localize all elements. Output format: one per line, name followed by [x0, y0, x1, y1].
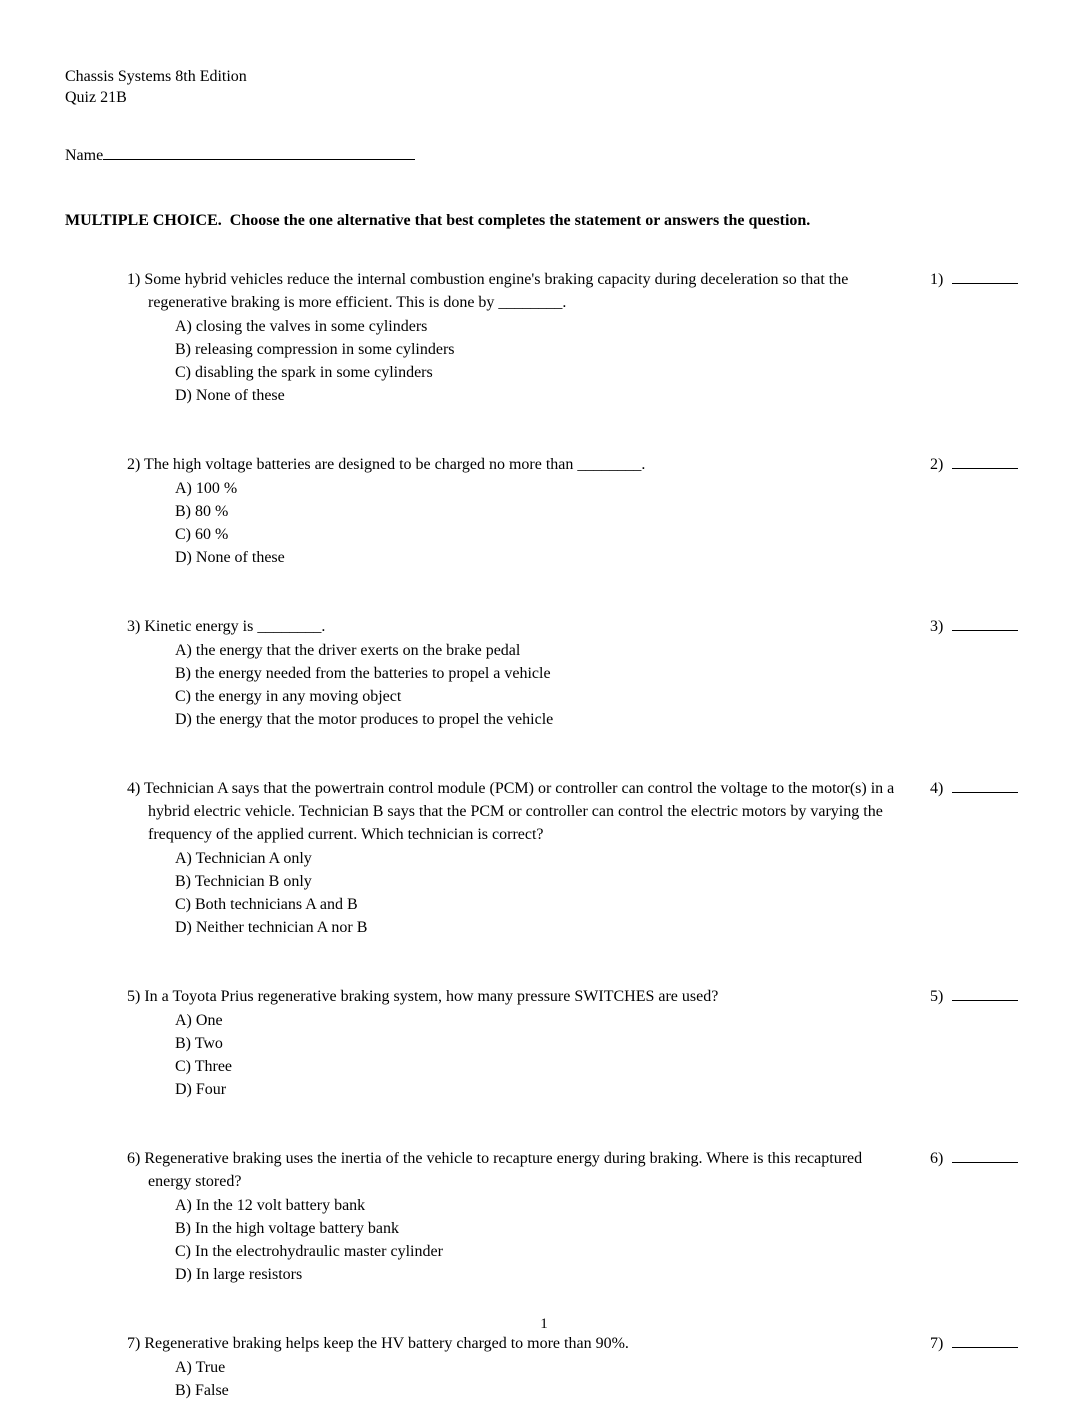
question-5-text: In a Toyota Prius regenerative braking system, how many pressure SWITCHES are used?: [144, 988, 719, 1005]
question-5-option-c: C) Three: [175, 1058, 233, 1075]
question-4-answer-number: 4): [930, 780, 944, 797]
question-3-text: Kinetic energy is ________.: [144, 618, 326, 635]
question-2-answer-area: [930, 453, 1025, 476]
question-5: [65, 985, 1025, 1101]
question-7-body: [65, 1332, 930, 1402]
question-1-body: [65, 268, 930, 407]
question-5-option-d: D) Four: [175, 1081, 227, 1098]
question-6-answer-number: 6): [930, 1150, 944, 1167]
question-6-body: [65, 1147, 930, 1286]
question-1-stem: [127, 268, 908, 314]
document-header: [65, 66, 1025, 108]
question-6-text: Regenerative braking uses the inertia of the vehicle to recapture energy during braking. Where is this recaptured energy stored?: [144, 1150, 863, 1190]
question-5-stem: [127, 985, 908, 1008]
question-6: [65, 1147, 1025, 1286]
question-4-text: Technician A says that the powertrain control module (PCM) or controller can control the voltage to the motor(s) in a hybrid electric vehicle. Technician B says that the PCM or controller can control the electric motors by varying the frequency of the applied current. Which technician is correct?: [144, 780, 895, 843]
question-6-stem: [127, 1147, 908, 1193]
question-3-number: 3): [127, 618, 141, 635]
question-7-option-b: B) False: [175, 1382, 229, 1399]
question-1-options: [127, 315, 908, 407]
question-2-option-a: A) 100 %: [175, 480, 238, 497]
question-2-answer-number: 2): [930, 456, 944, 473]
quiz-number: Quiz 21B: [65, 89, 127, 106]
question-6-option-b: B) In the high voltage battery bank: [175, 1220, 399, 1237]
question-4-option-c: C) Both technicians A and B: [175, 896, 358, 913]
question-2-option-b: B) 80 %: [175, 503, 229, 520]
question-2-stem: [127, 453, 908, 476]
question-1-text: Some hybrid vehicles reduce the internal combustion engine's braking capacity during deceleration so that the regenerative braking is more efficient. This is done by ________.: [144, 271, 849, 311]
question-3-answer-area: [930, 615, 1025, 638]
question-3-option-c: C) the energy in any moving object: [175, 688, 402, 705]
questions-list: [65, 268, 1025, 1402]
name-label: Name: [65, 147, 104, 164]
question-5-answer-area: [930, 985, 1025, 1008]
question-5-body: [65, 985, 930, 1101]
question-7-answer-number: 7): [930, 1335, 944, 1352]
question-6-option-a: A) In the 12 volt battery bank: [175, 1197, 366, 1214]
question-1-answer-area: [930, 268, 1025, 291]
question-7-options: [127, 1356, 908, 1402]
question-2-number: 2): [127, 456, 141, 473]
question-4-option-a: A) Technician A only: [175, 850, 312, 867]
question-6-answer-area: [930, 1147, 1025, 1170]
question-6-options: [127, 1194, 908, 1286]
question-6-option-c: C) In the electrohydraulic master cylinder: [175, 1243, 443, 1260]
question-5-number: 5): [127, 988, 141, 1005]
question-3-body: [65, 615, 930, 731]
question-4-option-b: B) Technician B only: [175, 873, 312, 890]
question-6-number: 6): [127, 1150, 141, 1167]
question-3-answer-number: 3): [930, 618, 944, 635]
question-4-body: [65, 777, 930, 939]
name-row: [65, 144, 1025, 167]
question-3-option-d: D) the energy that the motor produces to propel the vehicle: [175, 711, 554, 728]
question-3: [65, 615, 1025, 731]
question-4-options: [127, 847, 908, 939]
question-2-answer-blank: [952, 455, 1018, 469]
question-2-option-c: C) 60 %: [175, 526, 229, 543]
question-4-number: 4): [127, 780, 141, 797]
question-2-body: [65, 453, 930, 569]
question-3-options: [127, 639, 908, 731]
question-7-text: Regenerative braking helps keep the HV battery charged to more than 90%.: [144, 1335, 629, 1352]
question-1-number: 1): [127, 271, 141, 288]
question-1: [65, 268, 1025, 407]
question-3-option-a: A) the energy that the driver exerts on the brake pedal: [175, 642, 521, 659]
question-7-answer-blank: [952, 1334, 1018, 1348]
question-1-answer-blank: [952, 270, 1018, 284]
question-2-option-d: D) None of these: [175, 549, 285, 566]
question-6-answer-blank: [952, 1149, 1018, 1163]
question-7-number: 7): [127, 1335, 141, 1352]
question-5-answer-number: 5): [930, 988, 944, 1005]
question-3-option-b: B) the energy needed from the batteries to propel a vehicle: [175, 665, 551, 682]
question-4-option-d: D) Neither technician A nor B: [175, 919, 368, 936]
question-3-answer-blank: [952, 617, 1018, 631]
question-2: [65, 453, 1025, 569]
question-1-option-b: B) releasing compression in some cylinders: [175, 341, 455, 358]
question-4: [65, 777, 1025, 939]
question-5-option-a: A) One: [175, 1012, 223, 1029]
question-1-option-c: C) disabling the spark in some cylinders: [175, 364, 433, 381]
page-number: 1: [540, 1316, 548, 1332]
question-5-options: [127, 1009, 908, 1101]
question-2-text: The high voltage batteries are designed to be charged no more than ________.: [144, 456, 646, 473]
question-7: [65, 1332, 1025, 1402]
question-3-stem: [127, 615, 908, 638]
question-5-answer-blank: [952, 987, 1018, 1001]
question-1-option-d: D) None of these: [175, 387, 285, 404]
name-blank: [103, 146, 415, 160]
question-4-answer-area: [930, 777, 1025, 800]
question-1-option-a: A) closing the valves in some cylinders: [175, 318, 428, 335]
question-2-options: [127, 477, 908, 569]
question-7-option-a: A) True: [175, 1359, 226, 1376]
instructions: MULTIPLE CHOICE. Choose the one alternative that best completes the statement or answers the question.: [65, 212, 811, 229]
question-4-answer-blank: [952, 779, 1018, 793]
question-5-option-b: B) Two: [175, 1035, 223, 1052]
question-6-option-d: D) In large resistors: [175, 1266, 303, 1283]
document-title: Chassis Systems 8th Edition: [65, 68, 247, 85]
question-4-stem: [127, 777, 908, 846]
question-1-answer-number: 1): [930, 271, 944, 288]
